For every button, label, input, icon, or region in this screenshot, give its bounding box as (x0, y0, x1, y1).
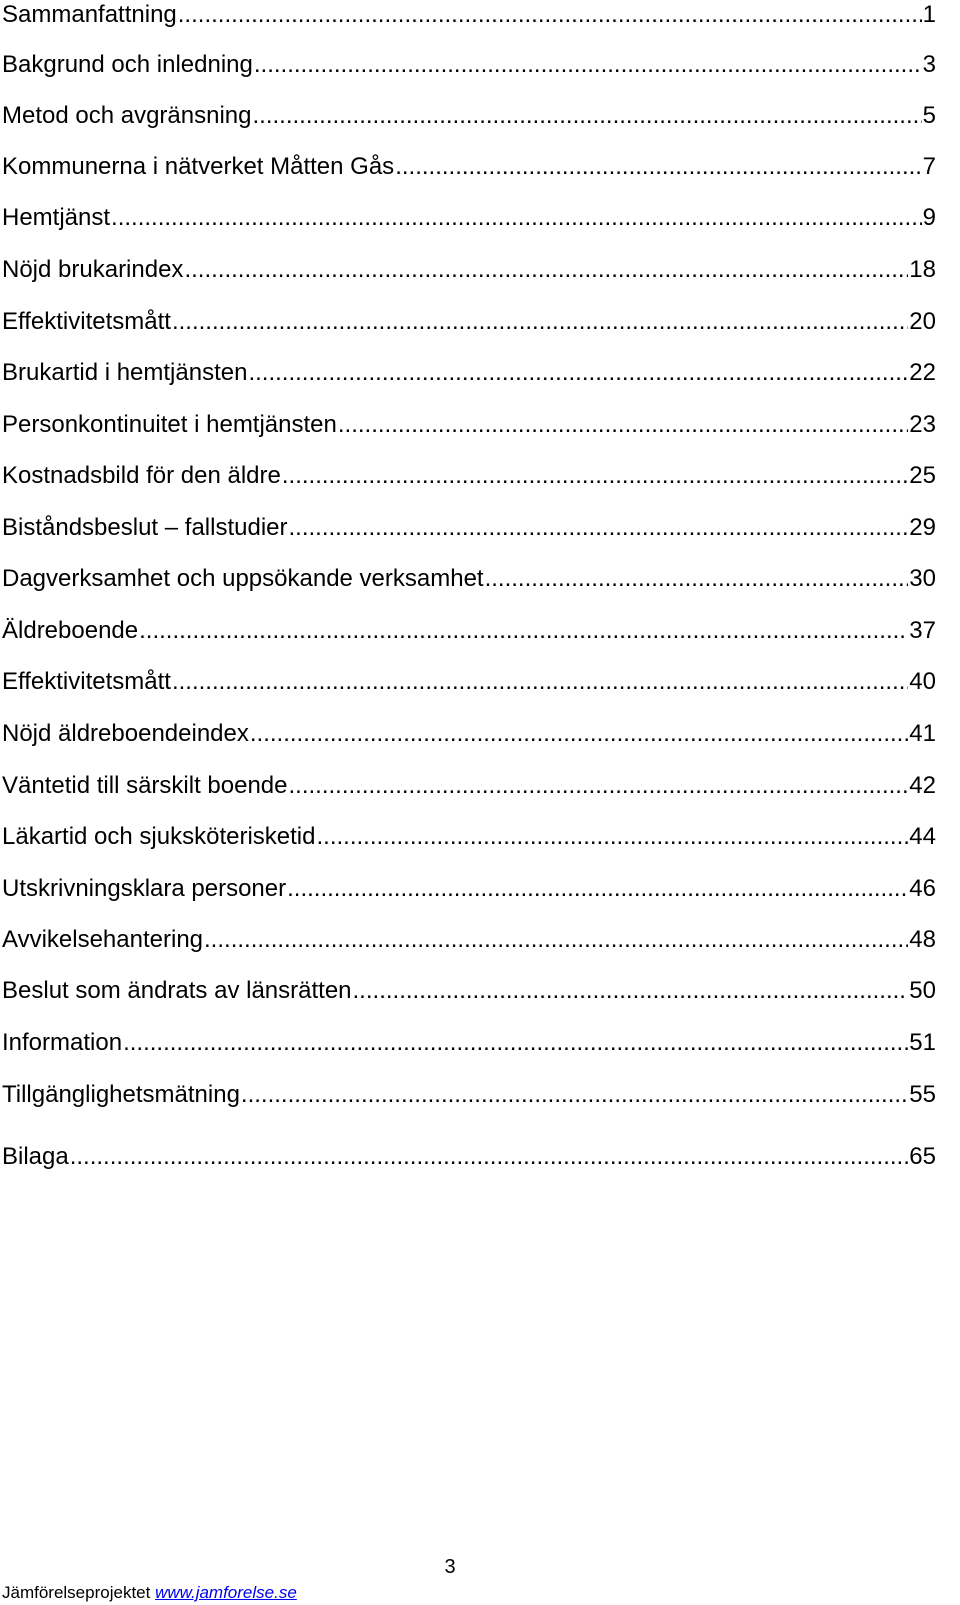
toc-entry-title: Beslut som ändrats av länsrätten (2, 977, 352, 1004)
toc-dot-leader (178, 0, 922, 30)
toc-dot-leader (111, 203, 922, 233)
toc-entry-page-number: 51 (909, 1029, 936, 1056)
toc-entry[interactable] (2, 874, 936, 904)
toc-dot-leader (289, 771, 909, 801)
toc-entry-title: Tillgänglighetsmätning (2, 1081, 240, 1108)
toc-dot-leader (184, 255, 908, 285)
toc-entry-page-number: 42 (909, 772, 936, 799)
toc-dot-leader (250, 719, 908, 749)
toc-entry[interactable] (2, 667, 936, 697)
toc-dot-leader (204, 925, 908, 955)
toc-dot-leader (253, 101, 922, 131)
toc-entry[interactable] (2, 771, 936, 801)
toc-entry[interactable] (2, 925, 936, 955)
toc-dot-leader (123, 1028, 908, 1058)
toc-entry-title: Utskrivningsklara personer (2, 875, 287, 902)
toc-entry-title: Bilaga (2, 1143, 69, 1170)
footer-website-link[interactable]: www.jamforelse.se (155, 1583, 297, 1602)
toc-dot-leader (70, 1142, 909, 1172)
toc-entry-title: Nöjd äldreboendeindex (2, 720, 249, 747)
toc-dot-leader (287, 874, 908, 904)
toc-entry-title: Bakgrund och inledning (2, 51, 253, 78)
toc-entry[interactable] (2, 307, 936, 337)
toc-entry[interactable] (2, 203, 936, 233)
toc-dot-leader (353, 976, 909, 1006)
toc-entry[interactable] (2, 50, 936, 80)
toc-dot-leader (316, 822, 908, 852)
toc-entry-title: Hemtjänst (2, 204, 111, 231)
toc-entry-title: Kostnadsbild för den äldre (2, 462, 281, 489)
toc-entry[interactable] (2, 1080, 936, 1110)
toc-entry-title: Metod och avgränsning (2, 102, 252, 129)
toc-entry[interactable] (2, 719, 936, 749)
toc-entry-page-number: 48 (909, 926, 936, 953)
toc-entry-title: Biståndsbeslut – fallstudier (2, 514, 288, 541)
toc-entry-title: Kommunerna i nätverket Måtten Gås (2, 153, 395, 180)
toc-dot-leader (289, 513, 909, 543)
toc-dot-leader (172, 307, 908, 337)
toc-entry[interactable] (2, 564, 936, 594)
toc-entry[interactable] (2, 616, 936, 646)
toc-entry-page-number: 23 (909, 411, 936, 438)
toc-entry-page-number: 55 (909, 1081, 936, 1108)
toc-entry-page-number: 9 (922, 204, 936, 231)
toc-dot-leader (139, 616, 908, 646)
toc-dot-leader (248, 358, 908, 388)
toc-dot-leader (254, 50, 922, 80)
toc-entry-page-number: 25 (909, 462, 936, 489)
toc-entry-page-number: 40 (909, 668, 936, 695)
toc-dot-leader (338, 410, 908, 440)
toc-entry-title: Läkartid och sjuksköterisketid (2, 823, 316, 850)
toc-entry[interactable] (2, 101, 936, 131)
toc-dot-leader (485, 564, 909, 594)
toc-entry-page-number: 7 (922, 153, 936, 180)
toc-entry-page-number: 18 (909, 256, 936, 283)
toc-entry-title: Information (2, 1029, 123, 1056)
toc-entry-title: Nöjd brukarindex (2, 256, 184, 283)
toc-entry-title: Personkontinuitet i hemtjänsten (2, 411, 337, 438)
toc-entry-page-number: 22 (909, 359, 936, 386)
toc-entry[interactable] (2, 513, 936, 543)
toc-entry[interactable] (2, 1028, 936, 1058)
toc-entry[interactable] (2, 0, 936, 30)
toc-entry-title: Effektivitetsmått (2, 308, 171, 335)
toc-entry-page-number: 46 (909, 875, 936, 902)
toc-entry[interactable] (2, 410, 936, 440)
toc-entry-page-number: 20 (909, 308, 936, 335)
toc-entry-page-number: 29 (909, 514, 936, 541)
toc-entry-page-number: 50 (909, 977, 936, 1004)
toc-entry[interactable] (2, 358, 936, 388)
toc-dot-leader (241, 1080, 908, 1110)
toc-entry-title: Effektivitetsmått (2, 668, 171, 695)
toc-entry-title: Sammanfattning (2, 1, 177, 28)
toc-entry[interactable] (2, 822, 936, 852)
toc-dot-leader (282, 461, 908, 491)
page-number: 3 (444, 1556, 456, 1578)
toc-entry[interactable] (2, 1142, 936, 1172)
toc-entry-title: Väntetid till särskilt boende (2, 772, 288, 799)
toc-entry-title: Äldreboende (2, 617, 139, 644)
toc-entry[interactable] (2, 461, 936, 491)
toc-entry-page-number: 65 (909, 1143, 936, 1170)
toc-entry-page-number: 5 (922, 102, 936, 129)
toc-entry-page-number: 44 (909, 823, 936, 850)
footer (2, 1583, 297, 1603)
toc-entry-page-number: 3 (922, 51, 936, 78)
toc-dot-leader (395, 152, 921, 182)
toc-entry[interactable] (2, 255, 936, 285)
toc-entry[interactable] (2, 152, 936, 182)
toc-entry-title: Avvikelsehantering (2, 926, 204, 953)
toc-dot-leader (172, 667, 908, 697)
footer-project-name: Jämförelseprojektet (2, 1583, 151, 1602)
toc-entry-page-number: 41 (909, 720, 936, 747)
toc-entry-title: Brukartid i hemtjänsten (2, 359, 248, 386)
toc-entry[interactable] (2, 976, 936, 1006)
toc-entry-page-number: 1 (922, 1, 936, 28)
toc-entry-page-number: 37 (909, 617, 936, 644)
toc-entry-title: Dagverksamhet och uppsökande verksamhet (2, 565, 484, 592)
toc-entry-page-number: 30 (909, 565, 936, 592)
